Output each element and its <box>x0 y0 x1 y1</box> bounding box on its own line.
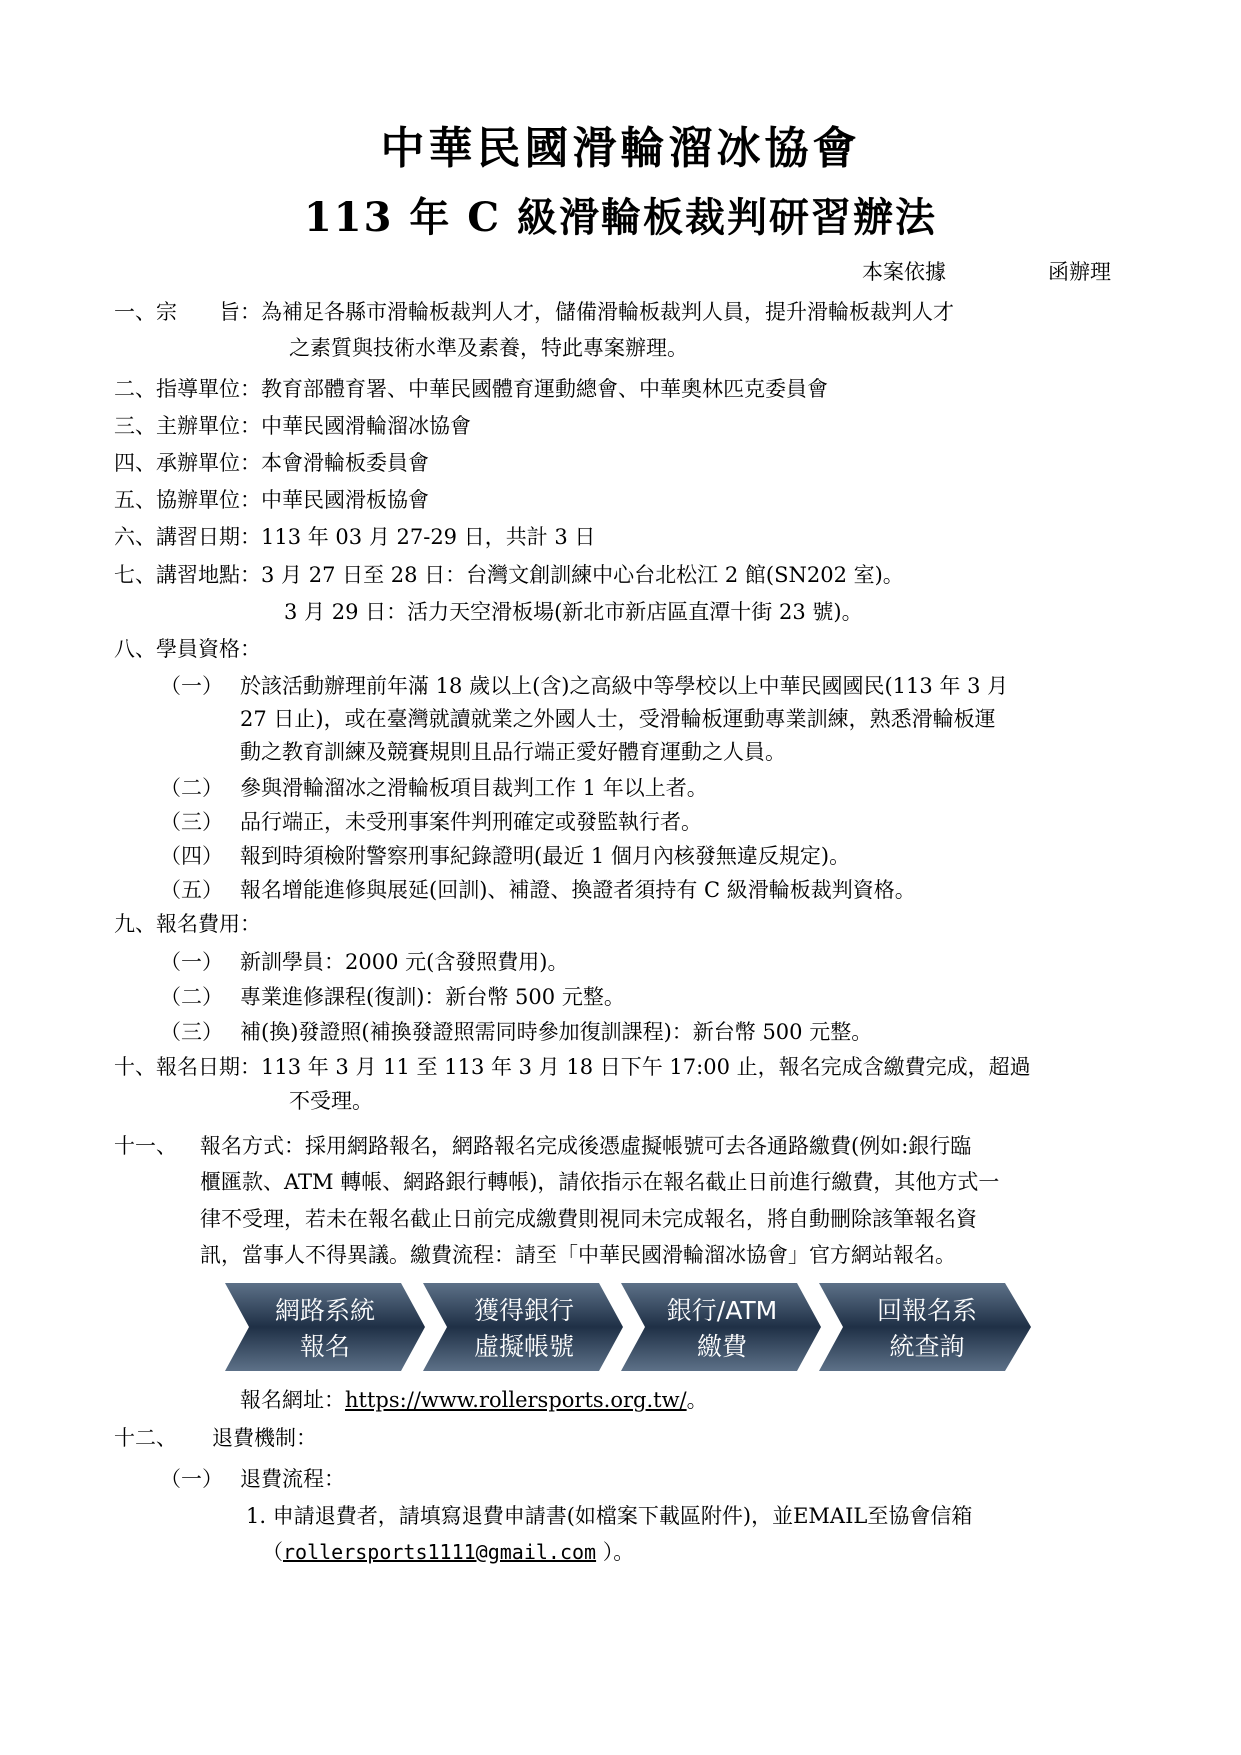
section-9-item-2-num: （二） <box>160 985 223 1009</box>
section-3-label: 主辦單位： <box>156 414 261 438</box>
section-8-item-1-line-3: 動之教育訓練及競賽規則且品行端正愛好體育運動之人員。 <box>240 740 786 764</box>
flow-step-2-line-2: 虛擬帳號 <box>473 1332 575 1361</box>
section-8-item-3-text: 品行端正，未受刑事案件判刑確定或發監執行者。 <box>240 810 702 834</box>
section-1-label: 宗 旨： <box>156 300 261 324</box>
section-7-label: 講習地點： <box>156 563 261 587</box>
section-8-item-2-num: （二） <box>160 776 223 800</box>
section-12-label: 退費機制： <box>212 1426 317 1450</box>
section-7-text: 3 月 27 日至 28 日：台灣文創訓練中心台北松江 2 館(SN202 室)。 <box>261 563 904 587</box>
section-7-text-cont: 3 月 29 日：活力天空滑板場(新北市新店區直潭十街 23 號)。 <box>284 600 863 624</box>
flow-step-1 <box>225 1283 425 1371</box>
section-8-item-3-num: （三） <box>160 810 223 834</box>
section-9-num: 九、 <box>114 912 156 936</box>
section-1-num: 一、 <box>114 300 156 324</box>
registration-url-link[interactable]: https://www.rollersports.org.tw/ <box>345 1388 687 1412</box>
section-5 <box>114 485 429 515</box>
section-6-label: 講習日期： <box>156 525 261 549</box>
org-title: 中華民國滑輪溜冰協會 <box>380 123 861 174</box>
section-9-item-2-text: 專業進修課程(復訓)：新台幣 500 元整。 <box>240 985 625 1009</box>
section-2-num: 二、 <box>114 377 156 401</box>
section-8-item-1-num: （一） <box>160 674 223 698</box>
flow-step-2-line-1: 獲得銀行 <box>473 1296 575 1325</box>
section-9-item-1-num: （一） <box>160 950 223 974</box>
flow-step-2 <box>423 1283 623 1371</box>
section-6-text: 113 年 03 月 27-29 日，共計 3 日 <box>261 525 596 549</box>
basis-prefix: 本案依據 <box>862 260 946 284</box>
refund-email-open: （ <box>262 1540 283 1564</box>
flow-step-3 <box>621 1283 821 1371</box>
section-9 <box>114 909 261 939</box>
section-8-item-2-text: 參與滑輪溜冰之滑輪板項目裁判工作 1 年以上者。 <box>240 776 708 800</box>
section-11-line-2: 櫃匯款、ATM 轉帳、網路銀行轉帳)，請依指示在報名截止日前進行繳費，其他方式一 <box>200 1170 1000 1194</box>
section-4-label: 承辦單位： <box>156 451 261 475</box>
section-4 <box>114 448 429 478</box>
section-1 <box>114 297 954 327</box>
section-6-num: 六、 <box>114 525 156 549</box>
flow-step-3-line-2: 繳費 <box>696 1332 748 1361</box>
section-11-line-3: 律不受理，若未在報名截止日前完成繳費則視同未完成報名，將自動刪除該筆報名資 <box>200 1207 977 1231</box>
section-10-label: 報名日期： <box>156 1055 261 1079</box>
section-8-item-5-num: （五） <box>160 878 223 902</box>
section-8-item-4-text: 報到時須檢附警察刑事紀錄證明(最近 1 個月內核發無違反規定)。 <box>240 844 851 868</box>
refund-email-link[interactable]: rollersports1111@gmail.com <box>283 1540 597 1564</box>
section-2 <box>114 374 828 404</box>
section-4-text: 本會滑輪板委員會 <box>261 451 429 475</box>
section-1-text-cont: 之素質與技術水準及素養，特此專案辦理。 <box>289 336 688 360</box>
section-4-num: 四、 <box>114 451 156 475</box>
payment-flow-diagram <box>225 1283 1033 1371</box>
section-1-text: 為補足各縣市滑輪板裁判人才，儲備滑輪板裁判人員，提升滑輪板裁判人才 <box>261 300 954 324</box>
section-12-sub-label: 退費流程： <box>240 1467 345 1491</box>
section-5-num: 五、 <box>114 488 156 512</box>
registration-url-line <box>240 1385 708 1415</box>
registration-url-label: 報名網址： <box>240 1388 345 1412</box>
flow-step-4-line-1: 回報名系 <box>876 1296 978 1325</box>
section-7 <box>114 560 904 590</box>
section-3-text: 中華民國滑輪溜冰協會 <box>261 414 471 438</box>
section-9-item-3-text: 補(換)發證照(補換發證照需同時參加復訓課程)：新台幣 500 元整。 <box>240 1020 873 1044</box>
section-2-label: 指導單位： <box>156 377 261 401</box>
section-8-item-1-line-1: 於該活動辦理前年滿 18 歲以上(含)之高級中等學校以上中華民國國民(113 年 3 月 <box>240 674 1009 698</box>
section-9-item-3-num: （三） <box>160 1020 223 1044</box>
section-11-num: 十一、 <box>114 1134 177 1158</box>
section-8-num: 八、 <box>114 637 156 661</box>
section-5-label: 協辦單位： <box>156 488 261 512</box>
section-11-line-1: 報名方式：採用網路報名，網路報名完成後憑虛擬帳號可去各通路繳費(例如:銀行臨 <box>200 1134 972 1158</box>
registration-url-end: 。 <box>686 1388 708 1412</box>
section-10-text: 113 年 3 月 11 至 113 年 3 月 18 日下午 17:00 止，報名完成含繳費完成，超過 <box>261 1055 1031 1079</box>
section-8-item-5-text: 報名增能進修與展延(回訓)、補證、換證者須持有 C 級滑輪板裁判資格。 <box>240 878 916 902</box>
section-10 <box>114 1052 1031 1082</box>
refund-email-close: ）。 <box>596 1540 635 1564</box>
section-12-sub-num: （一） <box>160 1467 223 1491</box>
section-10-text-cont: 不受理。 <box>289 1089 373 1113</box>
flow-step-1-line-2: 報名 <box>299 1332 351 1361</box>
section-2-text: 教育部體育署、中華民國體育運動總會、中華奧林匹克委員會 <box>261 377 828 401</box>
basis-suffix: 函辦理 <box>1048 260 1111 284</box>
section-5-text: 中華民國滑板協會 <box>261 488 429 512</box>
flow-step-4 <box>819 1283 1031 1371</box>
section-8-item-1-line-2: 27 日止)，或在臺灣就讀就業之外國人士，受滑輪板運動專業訓練，熟悉滑輪板運 <box>240 707 996 731</box>
refund-email-line <box>262 1536 634 1566</box>
section-10-num: 十、 <box>114 1055 156 1079</box>
section-6 <box>114 522 595 552</box>
flow-step-3-line-1: 銀行/ATM <box>666 1296 778 1325</box>
section-3 <box>114 411 471 441</box>
section-8-label: 學員資格： <box>156 637 261 661</box>
section-9-label: 報名費用： <box>156 912 261 936</box>
section-11-line-4: 訊，當事人不得異議。繳費流程：請至「中華民國滑輪溜冰協會」官方網站報名。 <box>200 1243 956 1267</box>
section-8-item-4-num: （四） <box>160 844 223 868</box>
section-7-num: 七、 <box>114 563 156 587</box>
flow-step-4-line-2: 統查詢 <box>889 1332 965 1361</box>
section-12-num: 十二、 <box>114 1426 177 1450</box>
doc-title: 113 年 C 級滑輪板裁判研習辦法 <box>303 194 938 241</box>
section-9-item-1-text: 新訓學員：2000 元(含發照費用)。 <box>240 950 569 974</box>
refund-step-1: 1. 申請退費者，請填寫退費申請書(如檔案下載區附件)，並EMAIL至協會信箱 <box>246 1504 973 1528</box>
section-3-num: 三、 <box>114 414 156 438</box>
section-8 <box>114 634 261 664</box>
flow-step-1-line-1: 網路系統 <box>274 1296 376 1325</box>
